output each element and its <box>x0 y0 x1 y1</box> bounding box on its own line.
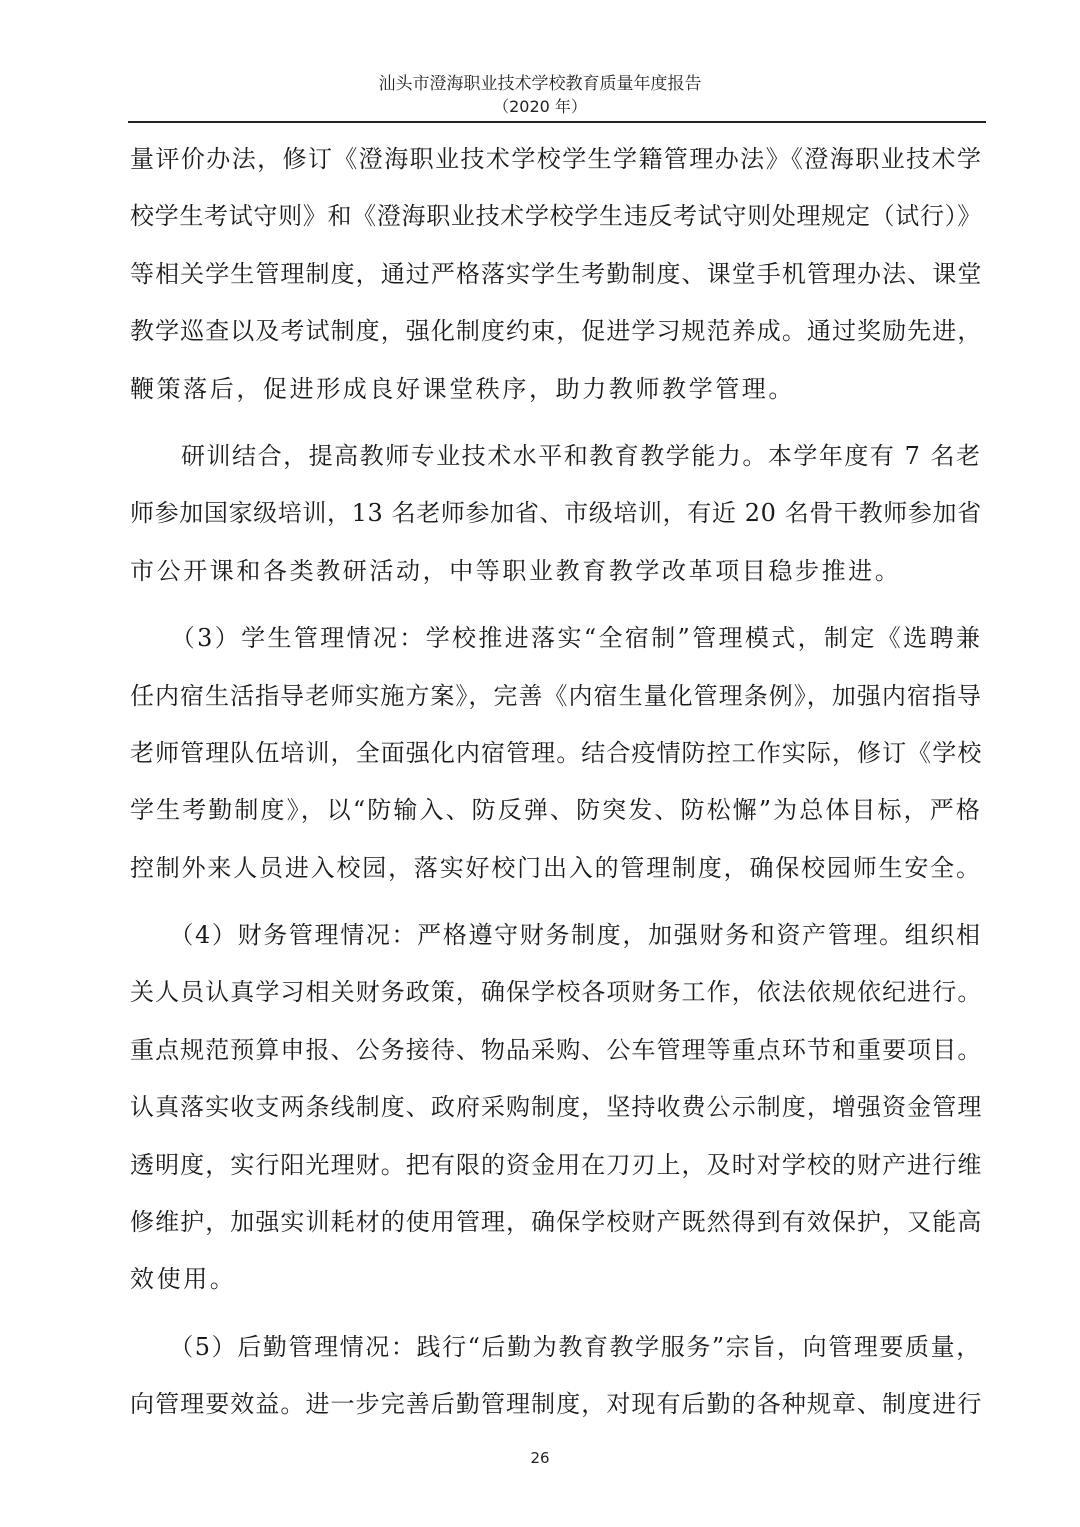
text-line: 研训结合，提高教师专业技术水平和教育教学能力。本学年度有 7 名老 <box>130 441 982 470</box>
text-line: 透明度，实行阳光理财。把有限的资金用在刀刃上，及时对学校的财产进行维 <box>130 1150 983 1179</box>
page-header <box>0 72 1080 118</box>
body-text <box>130 131 982 1434</box>
text-line: 教学巡查以及考试制度，强化制度约束，促进学习规范养成。通过奖励先进， <box>130 317 983 346</box>
paragraph-gap <box>130 418 982 428</box>
paragraph-gap <box>130 1309 982 1319</box>
text-line: 任内宿生活指导老师实施方案》，完善《内宿生量化管理条例》，加强内宿指导 <box>130 681 982 710</box>
text-line: 老师管理队伍培训，全面强化内宿管理。结合疫情防控工作实际，修订《学校 <box>130 738 983 767</box>
header-divider <box>128 121 986 123</box>
text-line: 效使用。 <box>130 1265 237 1294</box>
page-number: 26 <box>530 1449 550 1467</box>
report-year: （2020 年） <box>493 97 587 116</box>
text-line: （3）学生管理情况：学校推进落实“全宿制”管理模式，制定《选聘兼 <box>130 624 983 653</box>
text-line: 学生考勤制度》，以“防输入、防反弹、防突发、防松懈”为总体目标，严格 <box>130 796 982 825</box>
text-line: 校学生考试守则》和《澄海职业技术学校学生违反考试守则处理规定（试行）》 <box>130 202 982 231</box>
text-line: 市公开课和各类教研活动，中等职业教育教学改革项目稳步推进。 <box>130 556 902 585</box>
text-line: 修维护，加强实训耗材的使用管理，确保学校财产既然得到有效保护，又能高 <box>130 1208 983 1237</box>
text-line: 量评价办法，修订《澄海职业技术学校学生学籍管理办法》《澄海职业技术学 <box>130 145 983 173</box>
text-line: 鞭策落后，促进形成良好课堂秩序，助力教师教学管理。 <box>130 374 795 403</box>
text-line: 控制外来人员进入校园，落实好校门出入的管理制度，确保校园师生安全。 <box>130 853 982 882</box>
text-line: 认真落实收支两条线制度、政府采购制度，坚持收费公示制度，增强资金管理 <box>130 1093 983 1122</box>
text-line: 师参加国家级培训，13 名老师参加省、市级培训，有近 20 名骨干教师参加省 <box>130 499 982 528</box>
text-line: 关人员认真学习相关财务政策，确保学校各项财务工作，依法依规依纪进行。 <box>130 978 983 1007</box>
text-line: （5）后勤管理情况：践行“后勤为教育教学服务”宗旨，向管理要质量， <box>130 1332 982 1361</box>
report-title: 汕头市澄海职业技术学校教育质量年度报告 <box>378 74 702 94</box>
text-line: 重点规范预算申报、公务接待、物品采购、公车管理等重点环节和重要项目。 <box>130 1035 983 1064</box>
text-line: 等相关学生管理制度，通过严格落实学生考勤制度、课堂手机管理办法、课堂 <box>130 259 983 288</box>
paragraph-gap <box>130 897 982 907</box>
text-line: 向管理要效益。进一步完善后勤管理制度，对现有后勤的各种规章、制度进行 <box>130 1390 983 1419</box>
text-line: （4）财务管理情况：严格遵守财务制度，加强财务和资产管理。组织相 <box>130 921 982 950</box>
paragraph-gap <box>130 600 982 610</box>
